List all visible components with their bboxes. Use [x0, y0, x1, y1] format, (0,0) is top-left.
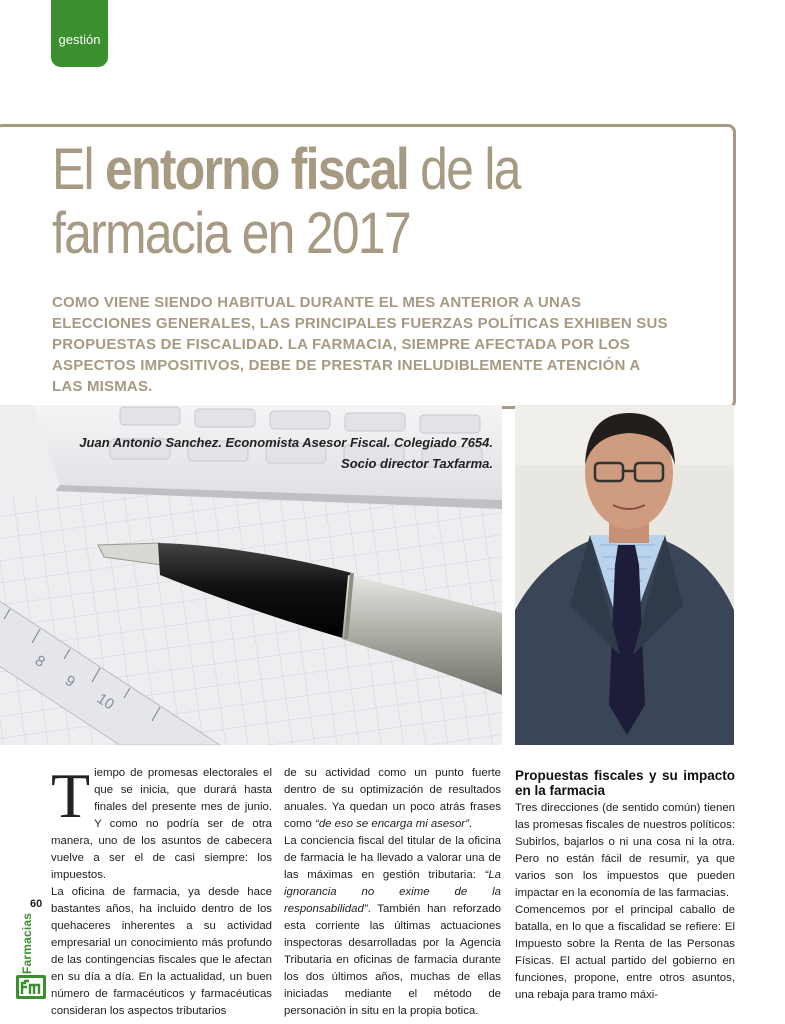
- col2-p2-quote: “La ignorancia no exime de la responsabilidad”: [284, 869, 501, 915]
- title-bold: entorno fiscal: [105, 137, 409, 202]
- col1-paragraph-2: La oficina de farmacia, ya desde hace bastantes años, ha incluido dentro de los quehaceres inherentes a su actividad empresarial un conocimiento más profundo de las contingencias fiscales que le afectan en su día a día. En la actualidad, un buen número de farmacéuticos y farmacéuticas consideran los aspectos tributarios: [51, 886, 272, 1017]
- section-tag: [51, 0, 108, 67]
- col2-paragraph-2: [284, 833, 501, 1020]
- byline-line1: Juan Antonio Sanchez. Economista Asesor Fiscal. Colegiado 7654.: [79, 435, 493, 450]
- body-column-3: [515, 768, 735, 1004]
- section-tag-label: gestión: [58, 32, 101, 47]
- byline-line2: Socio director Taxfarma.: [341, 456, 493, 471]
- svg-text:10: 10: [93, 690, 118, 714]
- svg-text:9: 9: [61, 672, 79, 691]
- magazine-logo: [16, 975, 46, 999]
- author-portrait-illustration: [515, 405, 734, 745]
- col2-paragraph-1: [284, 765, 501, 833]
- col2-p2-text: La conciencia fiscal del titular de la oficina de farmacia le ha llevado a valorar una de las máximas en gestión tributaria:: [284, 835, 501, 881]
- col2-p1-quote: “de eso se encarga mi asesor”: [315, 818, 469, 830]
- body-column-1: [51, 760, 272, 1020]
- article-lead: COMO VIENE SIENDO HABITUAL DURANTE EL MES ANTERIOR A UNAS ELECCIONES GENERALES, LAS PRINCIPALES FUERZAS POLÍTICAS EXHIBEN SUS PROPUESTAS DE FISCALIDAD. LA FARMACIA, SIEMPRE AFECTADA POR LOS ASPECTOS IMPOSITIVOS, DEBE DE PRESTAR INELUDIBLEMENTE ATENCIÓN A LAS MISMAS.: [52, 294, 668, 395]
- svg-text:8: 8: [31, 652, 49, 671]
- fm-logo-icon: [16, 975, 46, 999]
- author-photo: [515, 405, 734, 745]
- magazine-name: [20, 910, 44, 980]
- article-title: [52, 138, 620, 266]
- title-line2: farmacia en 2017: [52, 201, 410, 266]
- col2-p1-text: de su actividad como un punto fuerte dentro de su optimización de resultados anuales. Ya quedan un poco atrás frases como: [284, 767, 501, 830]
- col2-p1-end: .: [468, 818, 473, 830]
- page-number: 60: [30, 898, 43, 910]
- magazine-name-label: Farmacias: [20, 912, 34, 974]
- col3-paragraph-2: Comencemos por el principal caballo de batalla, en lo que a fiscalidad se refiere: El Impuesto sobre la Renta de las Personas Físicas. El actual partido del gobierno en funciones, propone, entre otros asuntos, una rebaja para tramo máxi-: [515, 904, 735, 1001]
- author-byline: [79, 432, 493, 474]
- title-part1: El: [52, 137, 106, 202]
- col1-paragraph-1: iempo de promesas electorales el que se inicia, que durará hasta finales del presente mes de junio. Y como no podría ser de otra manera, uno de los asuntos de cabecera vuelve a ser el de casi siempre: los impuestos.: [51, 767, 272, 881]
- section-heading: Propuestas fiscales y su impacto en la farmacia: [515, 768, 735, 798]
- title-part2: de la: [408, 137, 520, 202]
- body-column-2: [284, 765, 501, 1020]
- drop-cap: T: [51, 760, 91, 831]
- col3-paragraph-1: Tres direcciones (de sentido común) tienen las promesas fiscales de nuestros políticos: Subirlos, bajarlos o ni una cosa ni la otra. Pero no están fácil de resumir, ya que varios son los impuestos que pueden impactar en la economía de las farmacias.: [515, 802, 735, 899]
- col2-p2-end: . También han reforzado esta corriente las últimas actuaciones inspectoras desarrolladas por la Agencia Tributaria en oficinas de farmacia durante los dos últimos años, muchas de ellas iniciadas mediante el método de personación in situ en la propia botica.: [284, 903, 501, 1017]
